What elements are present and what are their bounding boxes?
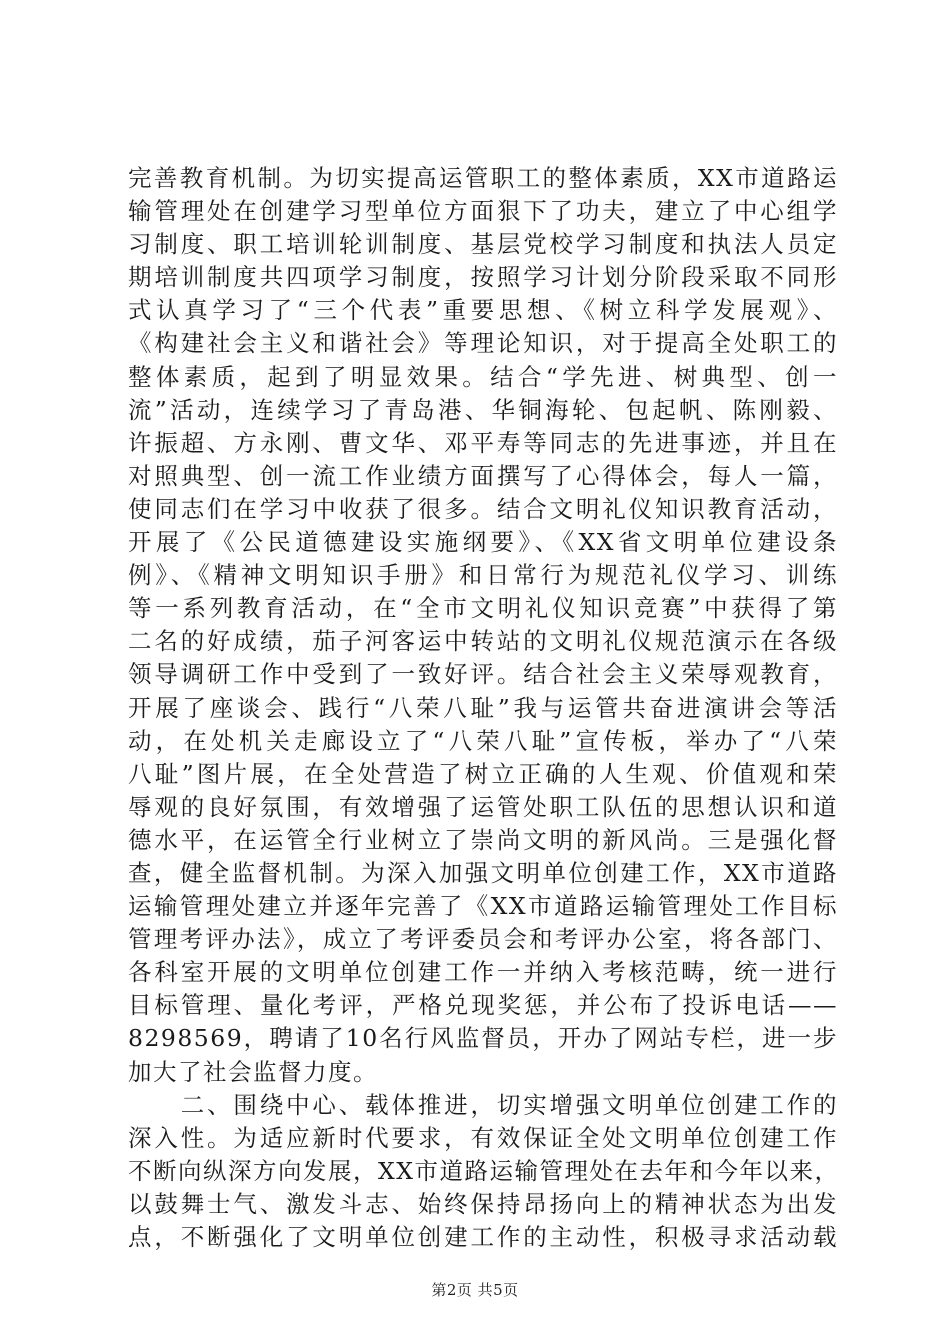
text-line: 管理考评办法》，成立了考评委员会和考评办公室，将各部门、 — [128, 925, 838, 954]
text-line: 式认真学习了“三个代表”重要思想、《树立科学发展观》、 — [128, 296, 838, 325]
text-line: 完善教育机制。为切实提高运管职工的整体素质，XX市道路运 — [128, 164, 838, 192]
text-line: 等一系列教育活动，在“全市文明礼仪知识竞赛”中获得了第 — [128, 594, 838, 623]
text-line: 许振超、方永刚、曹文华、邓平寿等同志的先进事迹，并且在 — [128, 428, 838, 457]
text-line: 以鼓舞士气、激发斗志、始终保持昂扬向上的精神状态为出发 — [128, 1189, 838, 1218]
text-line: 输管理处在创建学习型单位方面狠下了功夫，建立了中心组学 — [128, 197, 838, 226]
text-line: 点，不断强化了文明单位创建工作的主动性，积极寻求活动载 — [128, 1223, 838, 1251]
text-line: 深入性。为适应新时代要求，有效保证全处文明单位创建工作 — [128, 1123, 838, 1152]
text-line: 整体素质，起到了明显效果。结合“学先进、树典型、创一 — [128, 362, 838, 391]
text-line: 二名的好成绩，茄子河客运中转站的文明礼仪规范演示在各级 — [128, 627, 838, 656]
text-line: 各科室开展的文明单位创建工作一并纳入考核范畴，统一进行 — [128, 958, 838, 987]
text-line: 运输管理处建立并逐年完善了《XX市道路运输管理处工作目标 — [128, 892, 838, 921]
text-line: 例》、《精神文明知识手册》和日常行为规范礼仪学习、训练 — [128, 561, 838, 590]
body-text — [128, 162, 838, 1254]
text-line: 习制度、职工培训轮训制度、基层党校学习制度和执法人员定 — [128, 230, 838, 259]
text-line: 开展了《公民道德建设实施纲要》、《XX省文明单位建设条 — [128, 528, 838, 557]
text-line: 不断向纵深方向发展，XX市道路运输管理处在去年和今年以来， — [128, 1156, 840, 1185]
text-line: 德水平，在运管全行业树立了崇尚文明的新风尚。三是强化督 — [128, 825, 838, 854]
text-line-paragraph-end: 加大了社会监督力度。 — [128, 1057, 378, 1086]
text-line: 目标管理、量化考评，严格兑现奖惩，并公布了投诉电话—— — [128, 991, 838, 1020]
text-line: 使同志们在学习中收获了很多。结合文明礼仪知识教育活动， — [128, 494, 838, 523]
page-number: 第2页 共5页 — [431, 1281, 519, 1299]
text-line: 开展了座谈会、践行“八荣八耻”我与运管共奋进演讲会等活 — [128, 693, 838, 722]
text-line: 期培训制度共四项学习制度，按照学习计划分阶段采取不同形 — [128, 263, 838, 292]
text-line: 八耻”图片展，在全处营造了树立正确的人生观、价值观和荣 — [128, 759, 838, 788]
text-line: 领导调研工作中受到了一致好评。结合社会主义荣辱观教育， — [128, 660, 838, 689]
text-line: 查，健全监督机制。为深入加强文明单位创建工作，XX市道路 — [128, 858, 838, 887]
text-line-paragraph-start: 二、围绕中心、载体推进，切实增强文明单位创建工作的 — [128, 1090, 838, 1119]
text-line: 8298569，聘请了10名行风监督员，开办了网站专栏，进一步 — [128, 1024, 838, 1053]
page-footer — [0, 1279, 950, 1300]
text-line: 对照典型、创一流工作业绩方面撰写了心得体会，每人一篇， — [128, 461, 838, 490]
text-line: 流”活动，连续学习了青岛港、华铜海轮、包起帆、陈刚毅、 — [128, 395, 838, 424]
text-line: 动，在处机关走廊设立了“八荣八耻”宣传板，举办了“八荣 — [128, 726, 838, 755]
text-line: 《构建社会主义和谐社会》等理论知识，对于提高全处职工的 — [128, 329, 838, 358]
text-line: 辱观的良好氛围，有效增强了运管处职工队伍的思想认识和道 — [128, 792, 838, 821]
